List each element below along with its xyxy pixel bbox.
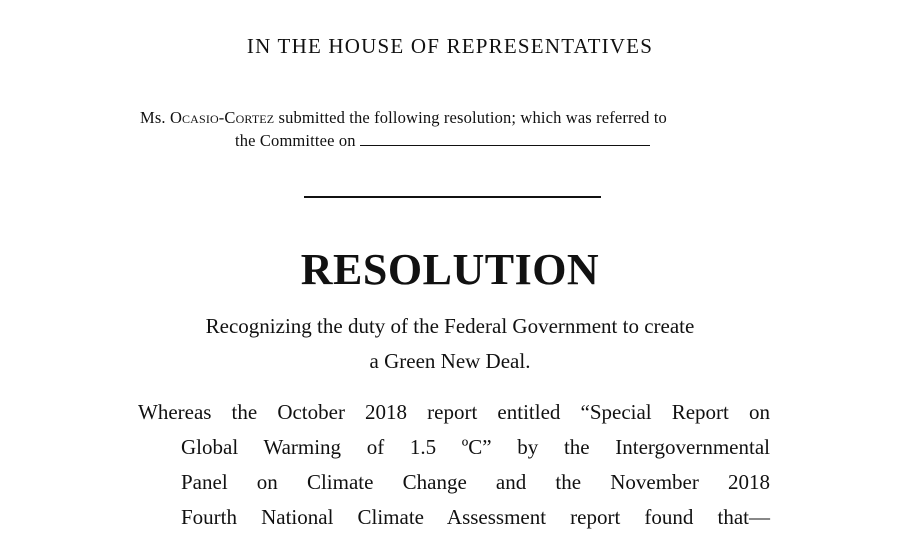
committee-blank-line: [360, 131, 650, 146]
whereas-line-3: Panel on Climate Change and the November 2018: [181, 470, 770, 494]
resolution-title-line-2: a Green New Deal.: [369, 349, 531, 373]
sponsor-line-1-text: submitted the following resolution; which was referred to: [274, 108, 667, 127]
section-divider: [304, 196, 601, 198]
sponsor-statement: [140, 106, 780, 152]
document-type-heading: RESOLUTION: [300, 245, 600, 294]
resolution-title: [140, 309, 760, 379]
whereas-line-2: Global Warming of 1.5 ºC” by the Intergovernmental: [181, 435, 770, 459]
sponsor-name: Ocasio-Cortez: [169, 108, 275, 127]
sponsor-title: Ms.: [140, 108, 166, 127]
sponsor-line-1: [140, 106, 780, 129]
sponsor-line-2: [140, 129, 780, 152]
whereas-line-4: Fourth National Climate Assessment report found that—: [181, 505, 770, 529]
committee-label: the Committee on: [235, 131, 356, 150]
chamber-heading: IN THE HOUSE OF REPRESENTATIVES: [246, 34, 654, 58]
resolution-title-line-1: Recognizing the duty of the Federal Government to create: [205, 314, 695, 338]
whereas-clause: [138, 395, 770, 535]
whereas-line-1: Whereas the October 2018 report entitled “Special Report on: [138, 400, 770, 424]
